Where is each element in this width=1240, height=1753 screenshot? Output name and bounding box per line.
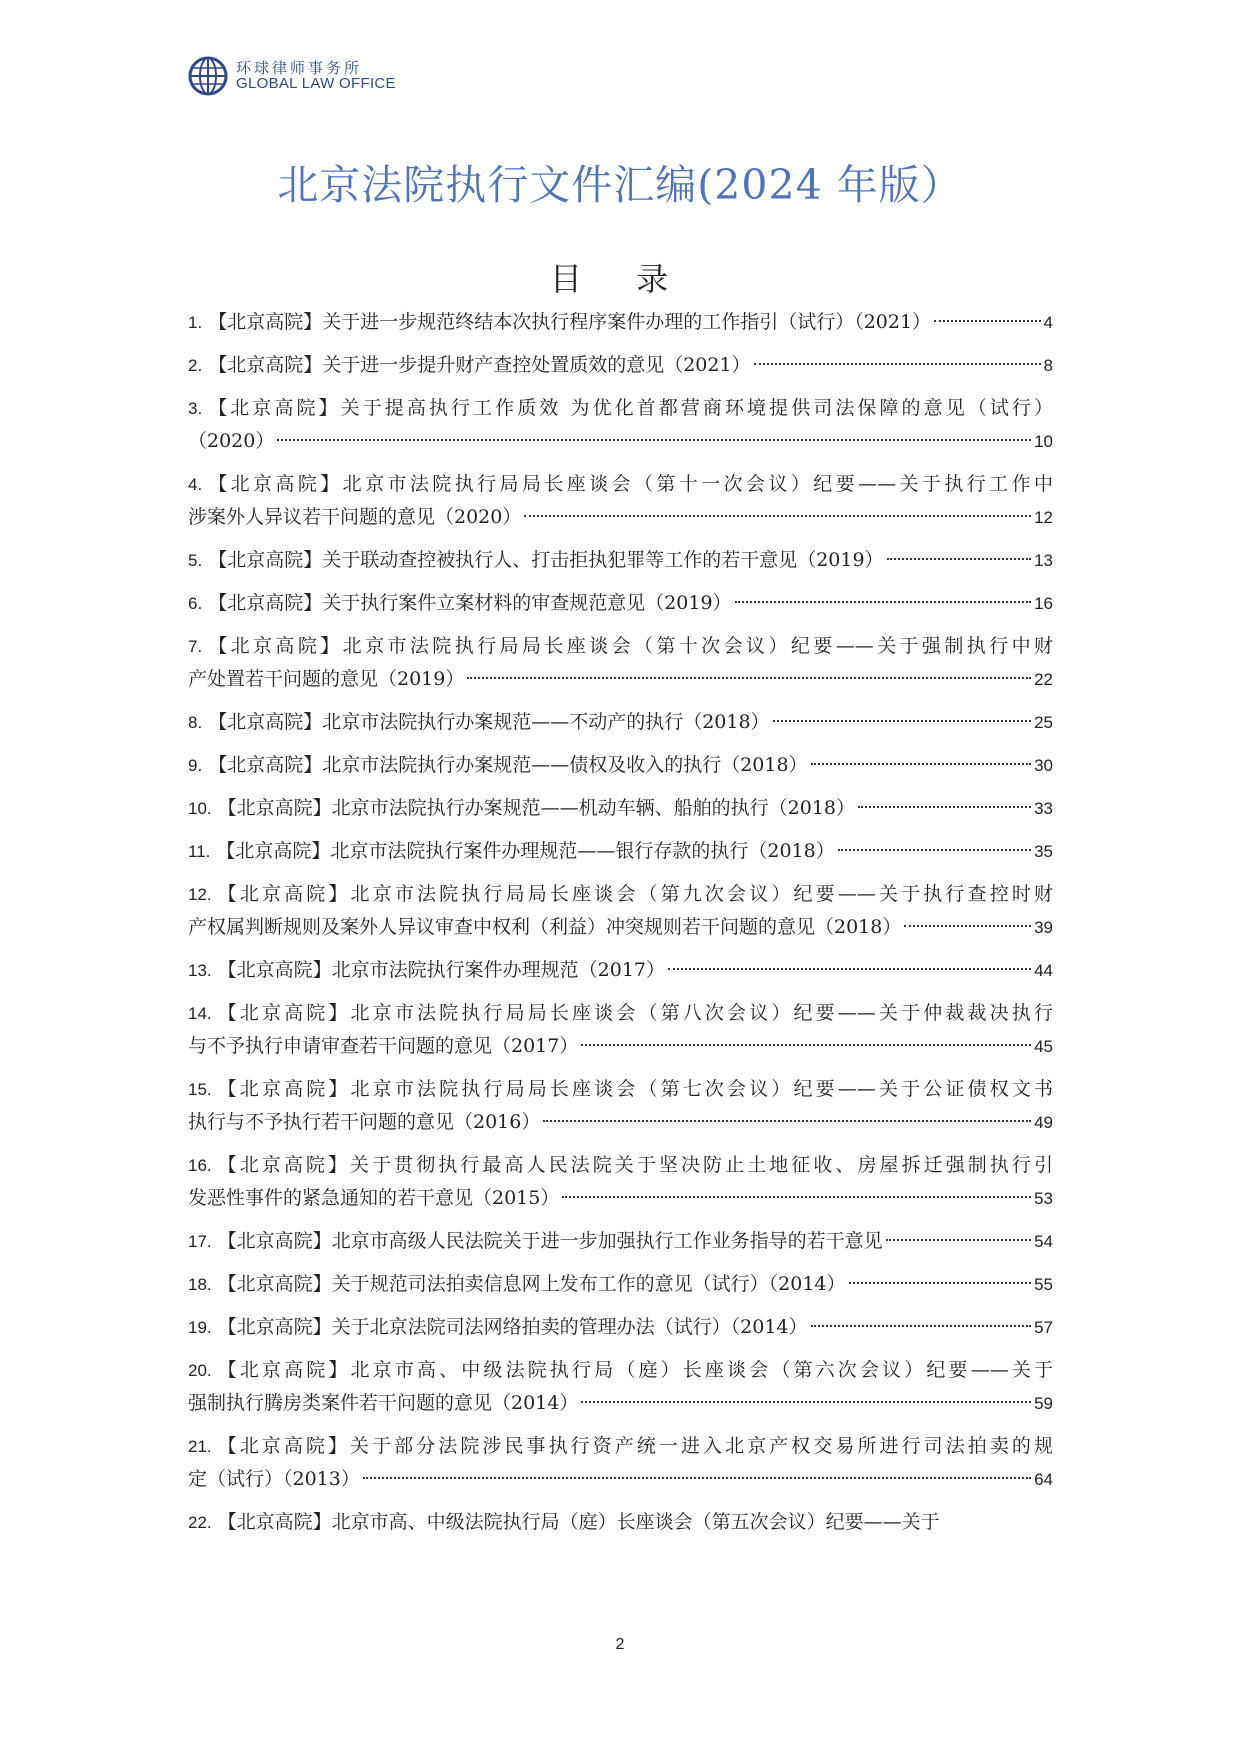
dot-leader — [934, 320, 1040, 322]
toc-entry-number: 4. — [188, 475, 203, 494]
toc-entry[interactable] — [188, 997, 1053, 1063]
dot-leader — [811, 1325, 1032, 1327]
toc-entry-number: 19. — [188, 1318, 212, 1337]
toc-entry-line — [188, 749, 1053, 782]
logo-english-name: GLOBAL LAW OFFICE — [236, 75, 396, 92]
toc-entry-line — [188, 425, 1053, 458]
dot-leader — [363, 1477, 1031, 1479]
toc-entry-number: 10. — [188, 799, 212, 818]
toc-entry[interactable] — [188, 1430, 1053, 1496]
toc-entry-line — [188, 1073, 1053, 1106]
law-firm-logo — [188, 56, 396, 96]
toc-entry-title: （2020） — [188, 430, 275, 452]
toc-entry-title: 【北京高院】关于提高执行工作质效 为优化首都营商环境提供司法保障的意见（试行） — [208, 397, 1053, 419]
toc-entry-line — [188, 1268, 1053, 1301]
dot-leader — [858, 806, 1031, 808]
toc-entry-title: 【北京高院】北京市法院执行局局长座谈会（第八次会议）纪要——关于仲裁裁决执行 — [217, 1002, 1053, 1024]
toc-entry-line — [188, 544, 1053, 577]
toc-entry-title: 【北京高院】北京市高级人民法院关于进一步加强执行工作业务指导的若干意见 — [217, 1230, 883, 1252]
toc-entry-page: 13 — [1034, 551, 1053, 570]
toc-entry-number: 8. — [188, 713, 203, 732]
toc-entry-line — [188, 468, 1053, 501]
toc-entry-line — [188, 392, 1053, 425]
dot-leader — [277, 439, 1031, 441]
document-title: 北京法院执行文件汇编(2024 年版） — [277, 161, 963, 209]
toc-entry-number: 17. — [188, 1232, 212, 1251]
toc-entry-page: 44 — [1034, 961, 1053, 980]
toc-entry-title: 【北京高院】关于贯彻执行最高人民法院关于坚决防止土地征收、房屋拆迁强制执行引 — [217, 1154, 1053, 1176]
toc-entry-line — [188, 630, 1053, 663]
toc-entry-title: 定（试行）（2013） — [188, 1468, 360, 1490]
toc-entry-title: 发恶性事件的紧急通知的若干意见（2015） — [188, 1187, 560, 1209]
toc-entry-line — [188, 1506, 1053, 1539]
globe-icon — [188, 56, 228, 96]
toc-entry-number: 21. — [188, 1437, 212, 1456]
dot-leader — [904, 925, 1031, 927]
toc-entry-page: 10 — [1034, 432, 1053, 451]
toc-entry-number: 22. — [188, 1513, 212, 1532]
toc-entry[interactable] — [188, 1354, 1053, 1420]
dot-leader — [811, 763, 1032, 765]
toc-entry[interactable] — [188, 1311, 1053, 1344]
toc-entry-page: 35 — [1034, 842, 1053, 861]
dot-leader — [467, 677, 1031, 679]
toc-entry[interactable] — [188, 349, 1053, 382]
dot-leader — [849, 1282, 1032, 1284]
toc-entry-page: 33 — [1034, 799, 1053, 818]
toc-entry-title: 涉案外人异议若干问题的意见（2020） — [188, 506, 522, 528]
toc-entry[interactable] — [188, 587, 1053, 620]
toc-entry-title: 【北京高院】北京市法院执行案件办理规范——银行存款的执行（2018） — [216, 840, 835, 862]
toc-entry[interactable] — [188, 749, 1053, 782]
toc-entry-number: 13. — [188, 961, 212, 980]
toc-entry-page: 12 — [1034, 508, 1053, 527]
toc-entry-line — [188, 954, 1053, 987]
toc-entry-line — [188, 792, 1053, 825]
toc-entry-title: 【北京高院】关于执行案件立案材料的审查规范意见（2019） — [208, 592, 732, 614]
dot-leader — [886, 1239, 1031, 1241]
toc-entry-number: 2. — [188, 356, 203, 375]
toc-entry-page: 30 — [1034, 756, 1053, 775]
toc-entry-line — [188, 1311, 1053, 1344]
toc-entry-title: 【北京高院】北京市高、中级法院执行局（庭）长座谈会（第五次会议）纪要——关于 — [217, 1511, 940, 1533]
toc-entry-line — [188, 501, 1053, 534]
dot-leader — [735, 601, 1032, 603]
toc-entry-number: 18. — [188, 1275, 212, 1294]
toc-entry-number: 5. — [188, 551, 203, 570]
toc-entry-line — [188, 1387, 1053, 1420]
toc-entry[interactable] — [188, 706, 1053, 739]
toc-entry-title: 【北京高院】关于规范司法拍卖信息网上发布工作的意见（试行）（2014） — [217, 1273, 846, 1295]
toc-entry-number: 6. — [188, 594, 203, 613]
toc-entry-line — [188, 1106, 1053, 1139]
toc-entry-page: 45 — [1034, 1037, 1053, 1056]
toc-entry-line — [188, 1354, 1053, 1387]
toc-entry-title: 【北京高院】北京市法院执行办案规范——机动车辆、船舶的执行（2018） — [217, 797, 855, 819]
toc-entry-number: 14. — [188, 1004, 212, 1023]
toc-entry-number: 1. — [188, 313, 203, 332]
toc-entry-title: 【北京高院】关于联动查控被执行人、打击拒执犯罪等工作的若干意见（2019） — [208, 549, 884, 571]
toc-entry-title: 【北京高院】北京市法院执行局局长座谈会（第十一次会议）纪要——关于执行工作中 — [208, 473, 1053, 495]
toc-heading: 目 录 — [549, 260, 691, 298]
toc-entry-title: 【北京高院】北京市法院执行局局长座谈会（第九次会议）纪要——关于执行查控时财 — [217, 883, 1053, 905]
toc-entry-page: 49 — [1034, 1113, 1053, 1132]
toc-entry-number: 15. — [188, 1080, 212, 1099]
toc-entry-number: 7. — [188, 637, 203, 656]
toc-entry[interactable] — [188, 468, 1053, 534]
table-of-contents — [188, 306, 1053, 1549]
toc-entry-title: 执行与不予执行若干问题的意见（2016） — [188, 1111, 541, 1133]
toc-entry-title: 【北京高院】北京市法院执行案件办理规范（2017） — [217, 959, 665, 981]
toc-entry-title: 【北京高院】北京市法院执行办案规范——债权及收入的执行（2018） — [208, 754, 808, 776]
toc-entry-number: 9. — [188, 756, 203, 775]
toc-entry[interactable] — [188, 306, 1053, 339]
dot-leader — [581, 1044, 1031, 1046]
toc-entry-page: 64 — [1034, 1470, 1053, 1489]
dot-leader — [562, 1196, 1031, 1198]
toc-entry-page: 8 — [1043, 356, 1053, 375]
toc-entry-page: 16 — [1034, 594, 1053, 613]
toc-entry[interactable] — [188, 630, 1053, 696]
dot-leader — [887, 558, 1032, 560]
toc-entry[interactable] — [188, 1149, 1053, 1215]
toc-entry-line — [188, 835, 1053, 868]
toc-entry[interactable] — [188, 792, 1053, 825]
toc-entry-page: 4 — [1043, 313, 1053, 332]
toc-entry[interactable] — [188, 954, 1053, 987]
toc-entry-line — [188, 878, 1053, 911]
toc-entry-title: 【北京高院】关于进一步规范终结本次执行程序案件办理的工作指引（试行）（2021） — [208, 311, 932, 333]
logo-chinese-name: 环球律师事务所 — [236, 58, 363, 77]
toc-entry[interactable] — [188, 835, 1053, 868]
toc-entry[interactable] — [188, 392, 1053, 458]
toc-entry-number: 11. — [188, 842, 211, 861]
toc-entry-number: 3. — [188, 399, 203, 418]
toc-entry-number: 20. — [188, 1361, 212, 1380]
toc-entry[interactable] — [188, 1506, 1053, 1539]
dot-leader — [668, 968, 1031, 970]
toc-entry-number: 16. — [188, 1156, 212, 1175]
toc-entry-title: 强制执行腾房类案件若干问题的意见（2014） — [188, 1392, 579, 1414]
toc-entry-title: 【北京高院】北京市法院执行办案规范——不动产的执行（2018） — [208, 711, 770, 733]
toc-entry-title: 【北京高院】北京市法院执行局局长座谈会（第七次会议）纪要——关于公证债权文书 — [217, 1078, 1053, 1100]
toc-entry[interactable] — [188, 1225, 1053, 1258]
toc-entry[interactable] — [188, 1073, 1053, 1139]
toc-entry-line — [188, 1430, 1053, 1463]
toc-entry-number: 12. — [188, 885, 212, 904]
toc-entry-page: 57 — [1034, 1318, 1053, 1337]
toc-entry-page: 59 — [1034, 1394, 1053, 1413]
dot-leader — [581, 1401, 1031, 1403]
toc-entry[interactable] — [188, 1268, 1053, 1301]
dot-leader — [773, 720, 1032, 722]
toc-entry-title: 与不予执行申请审查若干问题的意见（2017） — [188, 1035, 579, 1057]
toc-entry[interactable] — [188, 878, 1053, 944]
toc-entry-title: 【北京高院】关于北京法院司法网络拍卖的管理办法（试行）（2014） — [217, 1316, 808, 1338]
toc-entry-line — [188, 663, 1053, 696]
toc-entry-line — [188, 1463, 1053, 1496]
dot-leader — [838, 849, 1031, 851]
toc-entry-page: 54 — [1034, 1232, 1053, 1251]
page-number: 2 — [615, 1636, 625, 1653]
dot-leader — [754, 363, 1041, 365]
toc-entry-line — [188, 706, 1053, 739]
toc-entry-line — [188, 349, 1053, 382]
toc-entry-title: 【北京高院】北京市高、中级法院执行局（庭）长座谈会（第六次会议）纪要——关于 — [217, 1359, 1053, 1381]
toc-entry-page: 22 — [1034, 670, 1053, 689]
toc-entry-title: 产处置若干问题的意见（2019） — [188, 668, 465, 690]
toc-entry-title: 【北京高院】北京市法院执行局局长座谈会（第十次会议）纪要——关于强制执行中财 — [208, 635, 1053, 657]
toc-entry-line — [188, 1030, 1053, 1063]
toc-entry-title: 【北京高院】关于进一步提升财产查控处置质效的意见（2021） — [208, 354, 751, 376]
dot-leader — [543, 1120, 1031, 1122]
toc-entry-line — [188, 587, 1053, 620]
toc-entry-title: 产权属判断规则及案外人异议审查中权利（利益）冲突规则若干问题的意见（2018） — [188, 916, 902, 938]
toc-entry-line — [188, 911, 1053, 944]
toc-entry-line — [188, 1182, 1053, 1215]
toc-entry-title: 【北京高院】关于部分法院涉民事执行资产统一进入北京产权交易所进行司法拍卖的规 — [217, 1435, 1053, 1457]
toc-entry-line — [188, 1225, 1053, 1258]
toc-entry-page: 39 — [1034, 918, 1053, 937]
toc-entry-page: 25 — [1034, 713, 1053, 732]
toc-entry-line — [188, 306, 1053, 339]
toc-entry-page: 53 — [1034, 1189, 1053, 1208]
toc-entry-page: 55 — [1034, 1275, 1053, 1294]
toc-entry[interactable] — [188, 544, 1053, 577]
toc-entry-line — [188, 1149, 1053, 1182]
dot-leader — [524, 515, 1031, 517]
toc-entry-line — [188, 997, 1053, 1030]
